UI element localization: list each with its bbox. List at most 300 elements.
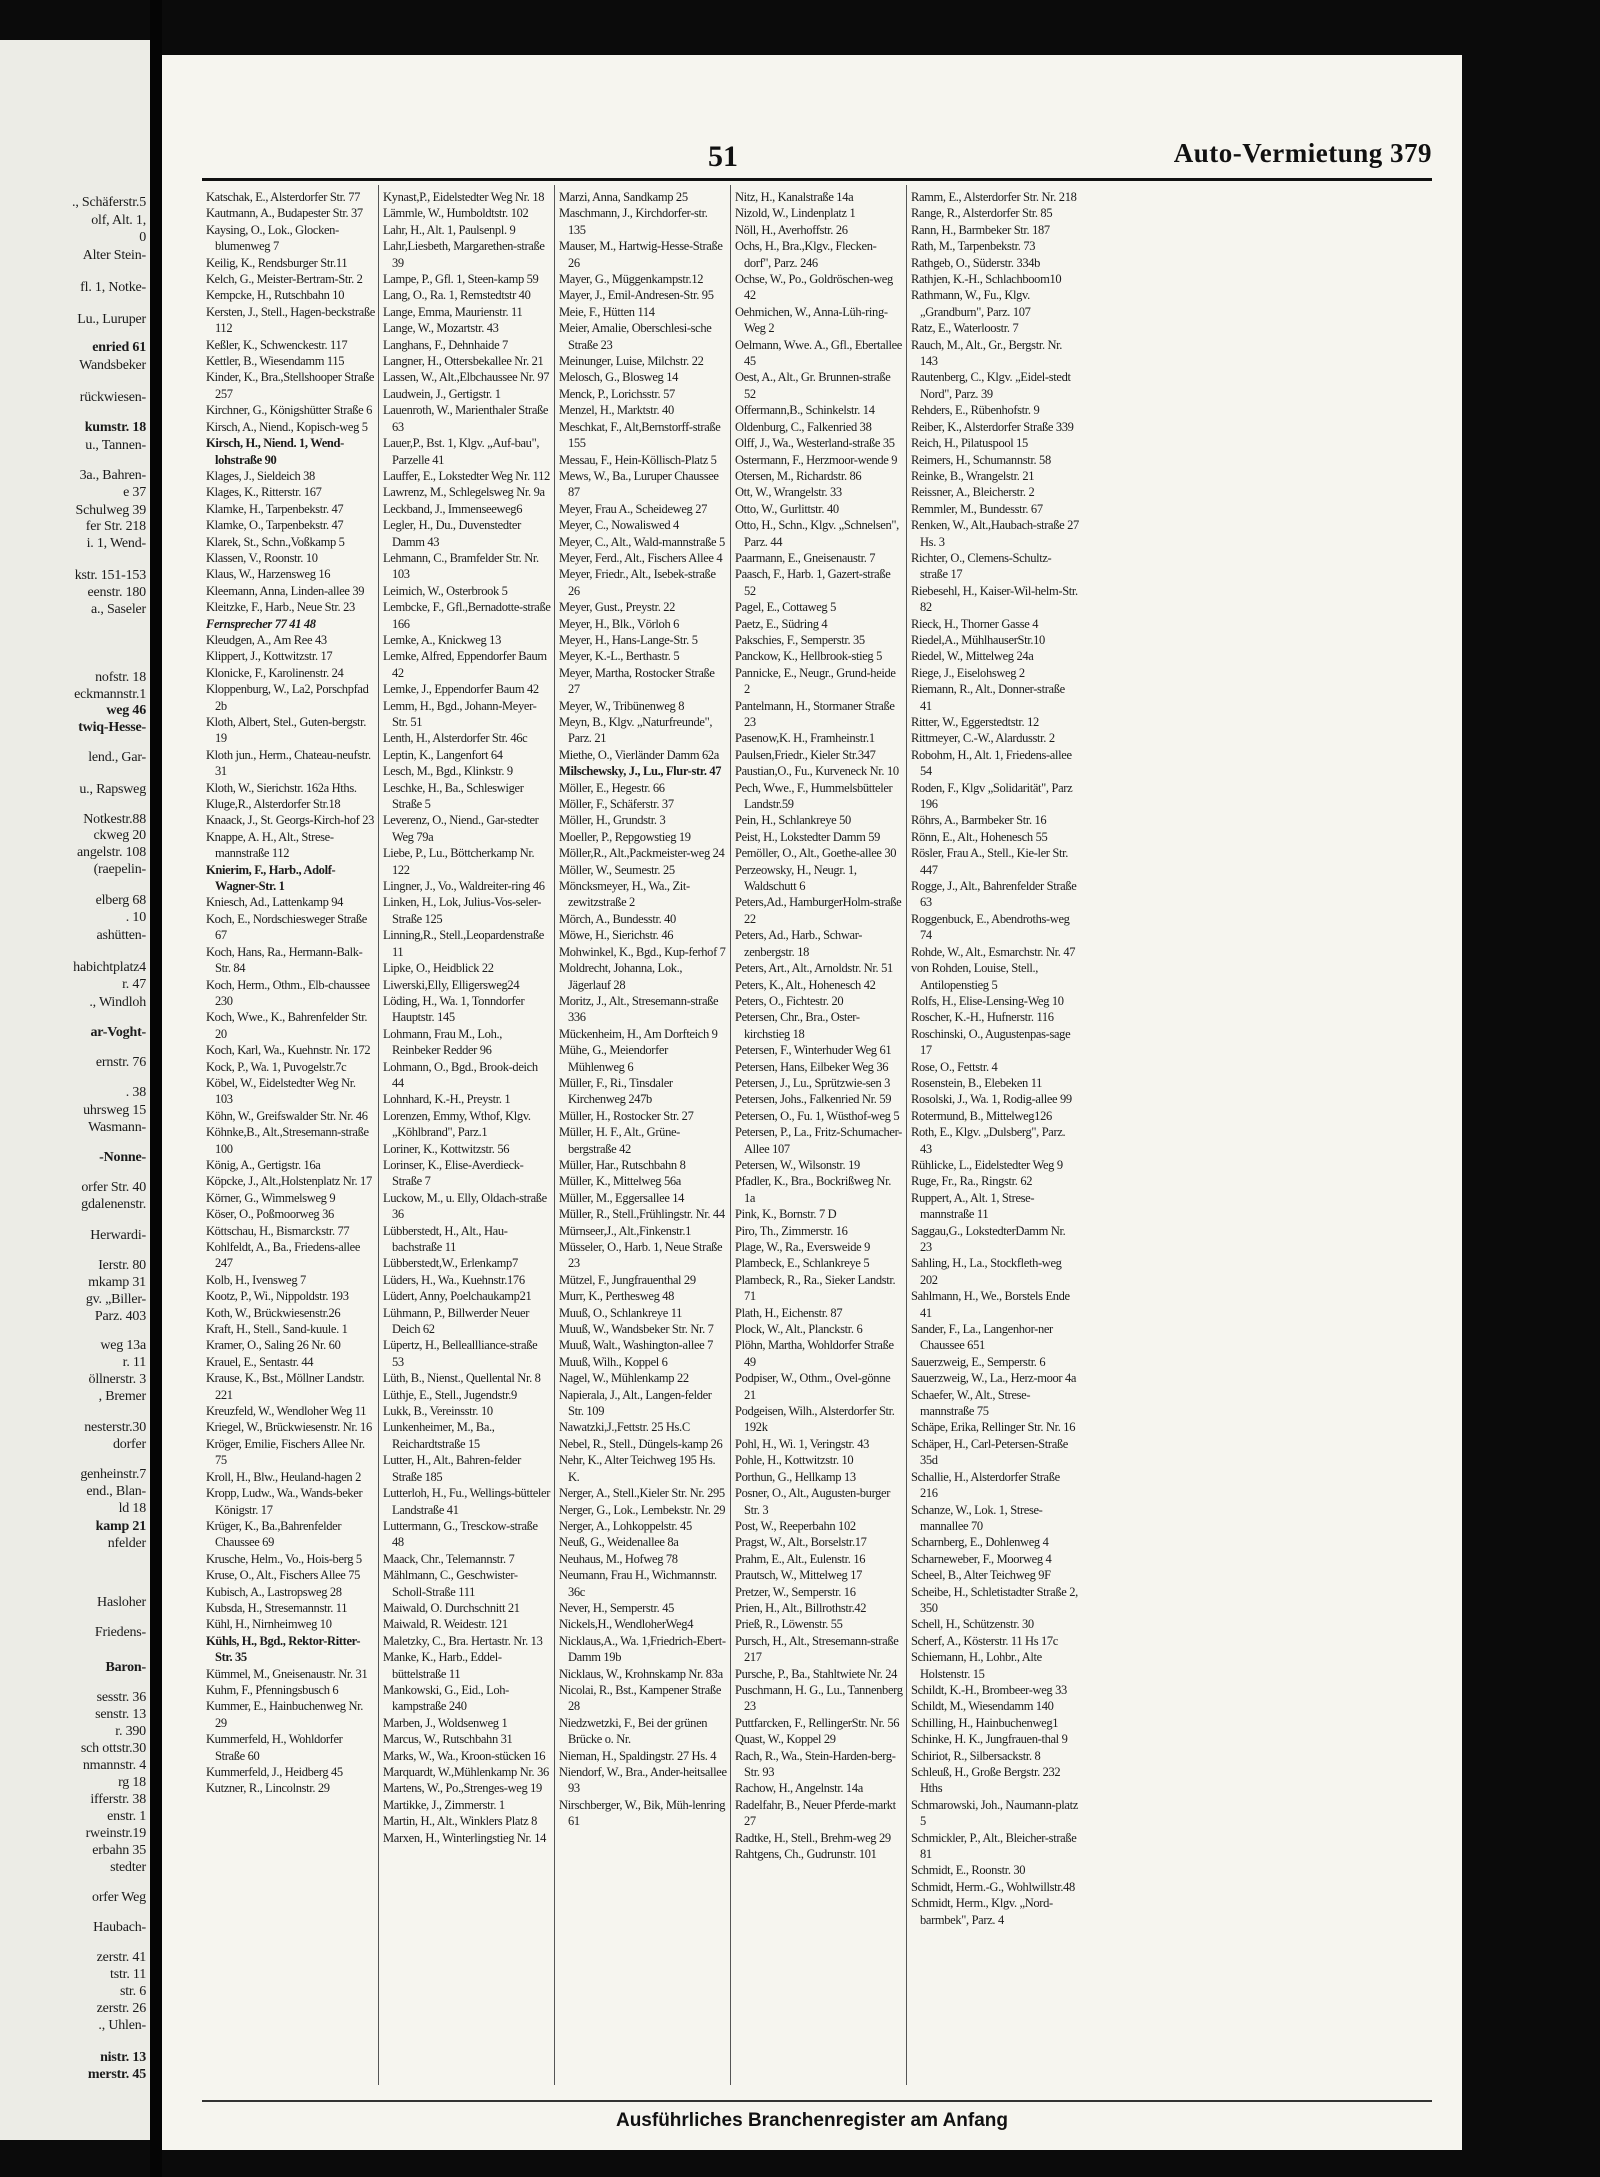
left-page-fragment: nofstr. 18 [95,670,146,685]
left-page-fragment: rückwiesen- [79,390,146,405]
directory-entry: Mankowski, G., Eid., Loh-kampstraße 240 [383,1682,509,1714]
directory-entry: Mückenheim, H., Am Dorfteich 9 [559,1026,718,1041]
directory-entry: Pannicke, E., Neugr., Grund-heide 2 [735,665,896,697]
directory-entry: Podgeisen, Wilh., Alsterdorfer Str. 192k [735,1404,895,1435]
directory-entry: Pakschies, F., Semperstr. 35 [735,632,865,647]
left-page-fragment: olf, Alt. 1, [91,213,146,228]
directory-entry: Lemke, A., Knickweg 13 [383,632,501,647]
directory-entry: Löding, H., Wa. 1, Tonndorfer Hauptstr. 145 [383,993,525,1025]
directory-entry: Lange, Emma, Maurienstr. 11 [383,304,523,319]
directory-entry: Pagel, E., Cottaweg 5 [735,600,836,615]
directory-entry: Krauel, E., Sentastr. 44 [206,1354,314,1369]
left-page-fragment: kamp 21 [95,1519,146,1534]
directory-entry: Milschewsky, J., Lu., Flur-str. 47 [559,764,722,779]
directory-columns [202,185,1434,2085]
directory-entry: Messau, F., Hein-Köllisch-Platz 5 [559,452,717,467]
directory-entry: Moeller, P., Repgowstieg 19 [559,829,691,844]
directory-entry: Ramm, E., Alsterdorfer Str. Nr. 218 [911,190,1077,204]
directory-entry: Nerger, A., Stell.,Kieler Str. Nr. 295 [559,1486,725,1501]
directory-entry: Liebe, P., Lu., Böttcherkamp Nr. 122 [383,846,535,877]
directory-entry: Oldenburg, C., Falkenried 38 [735,419,872,434]
directory-entry: Paasch, F., Harb. 1, Gazert-straße 52 [735,567,891,598]
directory-entry: Kuhm, F., Pfenningsbusch 6 [206,1682,339,1697]
directory-entry: Scherf, A., Kösterstr. 11 Hs 17c [911,1633,1058,1648]
directory-entry: Petersen, Chr., Bra., Oster-kirchstieg 18 [735,1010,860,1041]
directory-entry: Lauffer, E., Lokstedter Weg Nr. 112 [383,468,550,483]
directory-entry: Kloth jun., Herm., Chateau-neufstr. 31 [206,747,371,779]
directory-entry: Kummerfeld, J., Heidberg 45 [206,1765,343,1779]
directory-entry: Lang, O., Ra. 1, Remstedtstr 40 [383,288,531,303]
directory-entry: Kempcke, H., Rutschbahn 10 [206,288,345,303]
directory-entry: Post, W., Reeperbahn 102 [735,1518,856,1533]
directory-entry: Petersen, P., La., Fritz-Schumacher-Allee 107 [735,1125,902,1156]
directory-entry: Leimich, W., Osterbrook 5 [383,583,508,598]
directory-entry: Rohde, W., Alt., Esmarchstr. Nr. 47 [911,944,1076,959]
directory-entry: Nawatzki,J.,Fettstr. 25 Hs.C [559,1420,690,1435]
directory-entry: Nirschberger, W., Bik, Müh-lenring 61 [559,1797,726,1829]
directory-entry: Kümmel, M., Gneisenaustr. Nr. 31 [206,1666,368,1681]
left-page-strip [0,40,150,2140]
directory-entry: Lauer,P., Bst. 1, Klgv. „Auf-bau", Parzelle 41 [383,436,540,467]
directory-entry: Meinunger, Luise, Milchstr. 22 [559,354,704,369]
directory-entry: Plambeck, R., Ra., Sieker Landstr. 71 [735,1272,896,1304]
directory-entry: Möller, W., Seumestr. 25 [559,862,675,877]
left-page-fragment: stedter [110,1860,146,1875]
directory-entry: Lühmann, P., Billwerder Neuer Deich 62 [383,1305,530,1337]
directory-entry: Legler, H., Du., Duvenstedter Damm 43 [383,518,521,549]
directory-entry: Lahr, H., Alt. 1, Paulsenpl. 9 [383,222,516,237]
directory-entry: Koch, Karl, Wa., Kuehnstr. Nr. 172 [206,1043,371,1058]
left-page-fragment: eckmannstr.1 [74,687,146,702]
left-page-fragment: twiq-Hesse- [78,720,146,735]
left-page-fragment: tstr. 11 [110,1967,146,1982]
directory-entry: Otersen, M., Richardstr. 86 [735,468,862,483]
directory-entry: Petersen, J., Lu., Sprützwie-sen 3 [735,1075,891,1090]
directory-entry: Nerger, G., Lok., Lembekstr. Nr. 29 [559,1502,726,1517]
directory-entry: Möller, E., Hegestr. 66 [559,780,665,795]
directory-entry: Meyer, Friedr., Alt., Isebek-straße 26 [559,567,716,598]
directory-entry: Kühls, H., Bgd., Rektor-Ritter-Str. 35 [206,1633,361,1665]
directory-entry: Meyer, Ferd., Alt., Fischers Allee 4 [559,550,723,565]
directory-entry: Koth, W., Brückwiesenstr.26 [206,1305,341,1320]
directory-entry: Lassen, W., Alt.,Elbchaussee Nr. 97 [383,370,550,385]
directory-entry: Maack, Chr., Telemannstr. 7 [383,1551,515,1566]
directory-entry: Maschmann, J., Kirchdorfer-str. 135 [559,206,708,237]
directory-entry: Knaack, J., St. Georgs-Kirch-hof 23 [206,813,375,828]
directory-entry: Kirsch, H., Niend. 1, Wend-lohstraße 90 [206,436,344,467]
directory-entry: Rann, H., Barmbeker Str. 187 [911,222,1050,237]
directory-entry: Mauser, M., Hartwig-Hesse-Straße 26 [559,239,723,270]
directory-entry: Schleuß, H., Große Bergstr. 232 Hths [911,1765,1061,1796]
directory-entry: Kettler, B., Wiesendamm 115 [206,354,345,369]
directory-entry: Müller, Har., Rutschbahn 8 [559,1157,686,1172]
directory-entry: Möncksmeyer, H., Wa., Zit-zewitzstraße 2 [559,879,690,910]
directory-entry: Riebesehl, H., Kaiser-Wil-helm-Str. 82 [911,583,1078,615]
directory-entry: Pohle, H., Kottwitzstr. 10 [735,1453,854,1468]
directory-entry: Schäper, H., Carl-Petersen-Straße 35d [911,1436,1068,1468]
directory-entry: Reissner, A., Bleicherstr. 2 [911,485,1035,500]
directory-entry: Müller, H. F., Alt., Grüne-bergstraße 42 [559,1125,680,1156]
directory-entry: Schinke, H. K., Jungfrauen-thal 9 [911,1732,1068,1747]
directory-entry: Müller, H., Rostocker Str. 27 [559,1108,694,1123]
directory-entry: Rach, R., Wa., Stein-Harden-berg-Str. 93 [735,1748,896,1779]
directory-entry: Mühe, G., Meiendorfer Mühlenweg 6 [559,1043,668,1074]
directory-entry: Plock, W., Alt., Planckstr. 6 [735,1322,863,1337]
directory-entry: Kramer, O., Saling 26 Nr. 60 [206,1338,341,1353]
directory-entry: Kohlfeldt, A., Ba., Friedens-allee 247 [206,1240,361,1271]
directory-entry: Paarmann, E., Gneisenaustr. 7 [735,550,876,565]
directory-entry: Miethe, O., Vierländer Damm 62a [559,747,719,762]
directory-entry: Klassen, V., Roonstr. 10 [206,550,318,565]
directory-entry: Meyer, K.-L., Berthastr. 5 [559,649,680,664]
directory-entry: Lohmann, O., Bgd., Brook-deich 44 [383,1059,538,1090]
directory-entry: Nehr, K., Alter Teichweg 195 Hs. K. [559,1453,716,1484]
directory-entry: Kriegel, W., Brückwiesenstr. Nr. 16 [206,1420,372,1435]
directory-entry: Rathgeb, O., Süderstr. 334b [911,255,1041,270]
directory-entry: Pantelmann, H., Stormaner Straße 23 [735,698,895,729]
directory-entry: Schiriot, R., Silbersackstr. 8 [911,1748,1041,1763]
directory-entry: Müller, K., Mittelweg 56a [559,1174,681,1189]
right-margin [1462,0,1600,2177]
directory-entry: Petersen, O., Fu. 1, Wüsthof-weg 5 [735,1108,900,1123]
directory-entry: Napierala, J., Alt., Langen-felder Str. 109 [559,1387,712,1419]
directory-entry: Meyer, C., Alt., Wald-mannstraße 5 [559,534,725,549]
directory-entry: Lemke, J., Eppendorfer Baum 42 [383,682,539,697]
left-page-fragment: u., Rapsweg [79,782,146,797]
directory-entry: Reinke, B., Wrangelstr. 21 [911,468,1035,483]
directory-entry: Peters,Ad., HamburgerHolm-straße 22 [735,895,902,926]
directory-entry: Lemke, Alfred, Eppendorfer Baum 42 [383,649,547,680]
directory-entry: Meier, Amalie, Oberschlesi-sche Straße 23 [559,321,712,352]
directory-entry: Moritz, J., Alt., Stresemann-straße 336 [559,993,719,1025]
directory-entry: Kloth, W., Sierichstr. 162a Hths. [206,780,357,795]
directory-entry: Kutzner, R., Lincolnstr. 29 [206,1781,330,1796]
directory-entry: Rieck, H., Thorner Gasse 4 [911,616,1039,631]
directory-entry: Renken, W., Alt.,Haubach-straße 27 Hs. 3 [911,518,1079,549]
directory-entry: Klippert, J., Kottwitzstr. 17 [206,649,333,664]
directory-entry: Muuß, O., Schlankreye 11 [559,1305,683,1320]
directory-entry: Nitz, H., Kanalstraße 14a [735,190,854,204]
directory-entry: Lübberstedt,W., Erlenkamp7 [383,1256,518,1271]
directory-entry: Klarek, St., Schn.,Voßkamp 5 [206,534,345,549]
directory-entry: Kleemann, Anna, Linden-allee 39 [206,583,365,598]
directory-entry: Martens, W., Po.,Strenges-weg 19 [383,1781,542,1796]
directory-entry: Ott, W., Wrangelstr. 33 [735,485,842,500]
directory-entry: Peist, H., Lokstedter Damm 59 [735,829,881,844]
left-page-fragment: r. 390 [115,1724,146,1739]
directory-entry: Kubisch, A., Lastropsweg 28 [206,1584,342,1599]
left-page-fragment: -Nonne- [99,1150,146,1165]
directory-entry: Perzeowsky, H., Neugr. 1, Waldschutt 6 [735,862,857,894]
left-page-fragment: r. 47 [122,977,146,992]
directory-entry: Katschak, E., Alsterdorfer Str. 77 [206,190,361,204]
directory-entry: Paetz, E., Südring 4 [735,616,828,631]
directory-entry: Krause, K., Bst., Möllner Landstr. 221 [206,1371,365,1402]
directory-entry: Maiwald, R. Weidestr. 121 [383,1617,508,1632]
left-page-fragment: sch ottstr.30 [80,1741,146,1756]
directory-entry: Roden, F., Klgv „Solidarität", Parz 196 [911,780,1073,812]
left-page-fragment: ashütten- [96,928,146,943]
left-page-fragment: orfer Weg [92,1890,146,1905]
directory-entry: Martin, H., Alt., Winklers Platz 8 [383,1814,538,1829]
directory-entry: Schmidt, Herm., Klgv. „Nord-barmbek", Parz. 4 [911,1896,1053,1927]
left-page-fragment: elberg 68 [95,893,146,908]
directory-entry: Meyer, Gust., Preystr. 22 [559,600,676,615]
directory-entry: Ruge, Fr., Ra., Ringstr. 62 [911,1174,1033,1189]
left-page-fragment: uhrsweg 15 [83,1103,146,1118]
directory-entry: Rösler, Frau A., Stell., Kie-ler Str. 447 [911,846,1069,877]
directory-entry: Peters, K., Alt., Hohenesch 42 [735,977,876,992]
directory-entry: Robohm, H., Alt. 1, Friedens-allee 54 [911,747,1072,779]
directory-entry: Petersen, Hans, Eilbeker Weg 36 [735,1059,889,1074]
directory-entry: Linken, H., Lok, Julius-Vos-seler-Straße 125 [383,895,542,926]
directory-entry: Lingner, J., Vo., Waldreiter-ring 46 [383,879,545,894]
directory-entry: Plage, W., Ra., Eversweide 9 [735,1240,870,1254]
directory-entry: Nizold, W., Lindenplatz 1 [735,206,856,221]
left-page-fragment: kstr. 151-153 [74,568,146,583]
left-page-fragment: ., Windloh [89,995,146,1010]
directory-entry: Muuß, Walt., Washington-allee 7 [559,1338,714,1353]
left-page-fragment: ckweg 20 [93,828,146,843]
directory-entry: Rathmann, W., Fu., Klgv. „Grandburn", Parz. 107 [911,288,1031,319]
directory-entry: Krusche, Helm., Vo., Hois-berg 5 [206,1551,362,1566]
directory-entry: Leptin, K., Langenfort 64 [383,747,503,762]
directory-entry: Körner, G., Wimmelsweg 9 [206,1190,336,1205]
left-page-fragment: zerstr. 26 [96,2001,146,2016]
directory-entry: Röhrs, A., Barmbeker Str. 16 [911,813,1047,828]
directory-entry: Möller, F., Schäferstr. 37 [559,797,674,812]
directory-entry: Lohmann, Frau M., Loh., Reinbeker Redder 96 [383,1026,503,1058]
directory-entry: Koch, Wwe., K., Bahrenfelder Str. 20 [206,1010,368,1041]
directory-entry: Offermann,B., Schinkelstr. 14 [735,403,875,418]
directory-entry: Manke, K., Harb., Eddel-büttelstraße 11 [383,1650,502,1681]
directory-entry: Köhnke,B., Alt.,Stresemann-straße 100 [206,1125,369,1156]
directory-entry: Range, R., Alsterdorfer Str. 85 [911,206,1053,221]
directory-entry: Kroll, H., Blw., Heuland-hagen 2 [206,1469,361,1484]
directory-entry: Olff, J., Wa., Westerland-straße 35 [735,436,895,451]
directory-entry: Kröger, Emilie, Fischers Allee Nr. 75 [206,1436,365,1468]
left-page-fragment: Lu., Luruper [77,312,146,327]
left-page-fragment: Schulweg 39 [75,503,146,518]
directory-entry: Klamke, H., Tarpenbekstr. 47 [206,501,344,516]
left-page-fragment: Haubach- [93,1920,146,1935]
directory-entry: Kummer, E., Hainbuchenweg Nr. 29 [206,1699,364,1730]
directory-entry: Rittmeyer, C.-W., Alardusstr. 2 [911,731,1055,746]
directory-entry: Kummerfeld, H., Wohldorfer Straße 60 [206,1732,343,1763]
left-page-fragment: Alter Stein- [82,248,146,263]
directory-entry: Oehmichen, W., Anna-Lüh-ring-Weg 2 [735,304,888,336]
directory-entry: Niedzwetzki, F., Bei der grünen Brücke o. Nr. [559,1715,708,1747]
left-page-fragment: nmannstr. 4 [82,1758,146,1773]
directory-entry: Murr, K., Perthesweg 48 [559,1289,675,1304]
left-page-fragment: habichtplatz4 [73,960,146,975]
directory-entry: Roschinski, O., Augustenpas-sage 17 [911,1026,1071,1058]
directory-entry: Sahlmann, H., We., Borstels Ende 41 [911,1289,1070,1320]
directory-entry: Melosch, G., Blosweg 14 [559,370,679,385]
directory-entry: Loriner, K., Kottwitzstr. 56 [383,1141,510,1156]
directory-entry: Moldrecht, Johanna, Lok., Jägerlauf 28 [559,961,683,992]
directory-entry: Leckband, J., Immenseeweg6 [383,501,523,516]
left-page-fragment: dorfer [112,1437,146,1452]
left-page-fragment: öllnerstr. 3 [88,1372,146,1387]
directory-entry: Prien, H., Alt., Billrothstr.42 [735,1600,867,1615]
directory-entry: Otto, W., Gurlittstr. 40 [735,501,839,516]
directory-entry: Kruse, O., Alt., Fischers Allee 75 [206,1568,361,1583]
directory-entry: Linning,R., Stell.,Leopardenstraße 11 [383,928,544,959]
directory-entry: Nieman, H., Spaldingstr. 27 Hs. 4 [559,1748,717,1763]
directory-entry: Rath, M., Tarpenbekstr. 73 [911,239,1036,254]
directory-entry: Posner, O., Alt., Augusten-burger Str. 3 [735,1486,891,1517]
directory-entry: Plambeck, E., Schlankreye 5 [735,1256,870,1271]
left-page-fragment: a., Saseler [91,602,146,617]
directory-entry: Ritter, W., Eggerstedtstr. 12 [911,715,1039,729]
directory-entry: Maletzky, C., Bra. Hertastr. Nr. 13 [383,1633,543,1648]
left-page-fragment: fer Str. 218 [85,519,146,534]
header-rule [202,178,1432,181]
left-page-fragment: sesstr. 36 [96,1690,146,1705]
left-page-fragment: Notkestr.88 [83,812,146,827]
directory-entry: Kniesch, Ad., Lattenkamp 94 [206,895,344,910]
directory-entry: Mörch, A., Bundesstr. 40 [559,911,676,926]
directory-entry: Köttschau, H., Bismarckstr. 77 [206,1223,350,1238]
directory-entry: Neuhaus, M., Hofweg 78 [559,1551,678,1566]
directory-entry: Kootz, P., Wi., Nippoldstr. 193 [206,1289,349,1304]
directory-entry: Petersen, W., Wilsonstr. 19 [735,1157,860,1172]
directory-entry: Meie, F., Hütten 114 [559,304,655,319]
left-page-fragment: Wasmann- [88,1120,146,1135]
directory-entry: Scheibe, H., Schletistadter Straße 2, 350 [911,1584,1078,1615]
directory-entry: Ratz, E., Waterloostr. 7 [911,321,1019,336]
directory-entry: Leschke, H., Ba., Schleswiger Straße 5 [383,780,524,812]
directory-entry: Meyn, B., Klgv. „Naturfreunde", Parz. 21 [559,715,713,746]
directory-entry: Never, H., Semperstr. 45 [559,1600,675,1615]
directory-entry: Neumann, Frau H., Wichmannstr. 36c [559,1568,717,1599]
directory-entry: Schildt, M., Wiesendamm 140 [911,1699,1054,1714]
left-page-fragment: zerstr. 41 [96,1950,146,1965]
directory-entry: Luckow, M., u. Elly, Oldach-straße 36 [383,1190,547,1222]
directory-entry: Marxen, H., Winterlingstieg Nr. 14 [383,1830,547,1845]
left-page-fragment: lend., Gar- [88,750,146,765]
directory-entry: Marzi, Anna, Sandkamp 25 [559,190,688,204]
directory-entry: Liwerski,Elly, Elligersweg24 [383,977,520,992]
directory-entry: Neuß, G., Weidenallee 8a [559,1535,679,1550]
section-title: Auto-Vermietung 379 [1173,138,1432,168]
directory-entry: Klaus, W., Harzensweg 16 [206,567,331,582]
directory-entry: Reich, H., Pilatuspool 15 [911,436,1028,451]
directory-entry: Rathjen, K.-H., Schlachboom10 [911,272,1062,287]
left-page-fragment: ifferstr. 38 [90,1792,146,1807]
left-page-fragment: end., Blan- [86,1484,146,1499]
directory-entry: Köbel, W., Eidelstedter Weg Nr. 103 [206,1075,356,1107]
directory-entry: Koch, E., Nordschiesweger Straße 67 [206,911,367,943]
directory-entry: Lehmann, C., Bramfelder Str. Nr. 103 [383,550,539,582]
directory-entry: Lorenzen, Emmy, Wthof, Klgv. „Köhlbrand", Parz.1 [383,1108,531,1140]
left-page-fragment: weg 13a [100,1338,146,1353]
directory-entry: Paustian,O., Fu., Kurveneck Nr. 10 [735,764,899,779]
directory-entry: Ruppert, A., Alt. 1, Strese-mannstraße 11 [911,1190,1035,1222]
directory-entry: Scheel, B., Alter Teichweg 9F [911,1568,1051,1583]
directory-entry: Koch, Hans, Ra., Hermann-Balk-Str. 84 [206,944,363,976]
directory-entry: Peters, O., Fichtestr. 20 [735,993,844,1008]
column-1 [202,185,378,2085]
directory-entry: Meyer, W., Tribünenweg 8 [559,698,685,713]
directory-entry: Rachow, H., Angelnstr. 14a [735,1781,863,1796]
directory-entry: Mählmann, C., Geschwister-Scholl-Straße 111 [383,1568,518,1599]
directory-entry: Schmidt, E., Roonstr. 30 [911,1863,1026,1878]
directory-entry: Nöll, H., Averhoffstr. 26 [735,222,848,237]
directory-entry: Nicklaus, W., Krohnskamp Nr. 83a [559,1666,723,1681]
directory-entry: Sauerzweig, E., Semperstr. 6 [911,1354,1046,1369]
directory-entry: Pech, Wwe., F., Hummelsbütteler Landstr.59 [735,780,893,812]
left-page-fragment: merstr. 45 [87,2067,146,2082]
directory-entry: Roggenbuck, E., Abendroths-weg 74 [911,911,1070,943]
column-2 [378,185,554,2085]
directory-entry: Kubsda, H., Stresemannstr. 11 [206,1600,348,1615]
directory-entry: Lauenroth, W., Marienthaler Straße 63 [383,403,549,434]
left-page-fragment: Baron- [105,1660,146,1675]
directory-entry: Nebel, R., Stell., Düngels-kamp 26 [559,1436,723,1451]
directory-entry: Radtke, H., Stell., Brehm-weg 29 [735,1830,891,1845]
left-page-fragment: enstr. 1 [107,1809,146,1824]
directory-entry: Marquardt, W.,Mühlenkamp Nr. 36 [383,1765,549,1779]
directory-entry: Schanze, W., Lok. 1, Strese-mannallee 70 [911,1502,1043,1533]
directory-entry: Keilig, K., Rendsburger Str.11 [206,255,348,270]
directory-entry: Rauch, M., Alt., Gr., Bergstr. Nr. 143 [911,337,1063,369]
directory-entry: Koch, Herm., Othm., Elb-chaussee 230 [206,977,370,1008]
directory-entry: Schmickler, P., Alt., Bleicher-straße 81 [911,1830,1077,1862]
left-page-fragment: , Bremer [98,1389,146,1404]
column-3 [554,185,730,2085]
directory-entry: Kloppenburg, W., La2, Porschpfad 2b [206,682,369,713]
directory-entry: Rehders, E., Rübenhofstr. 9 [911,403,1040,418]
directory-entry: Schäpe, Erika, Rellinger Str. Nr. 16 [911,1420,1076,1435]
directory-entry: Menzel, H., Marktstr. 40 [559,403,674,418]
left-page-fragment: Wandsbeker [79,358,146,373]
directory-entry: Ochse, W., Po., Goldröschen-weg 42 [735,272,893,303]
directory-entry: Müller, F., Ri., Tinsdaler Kirchenweg 247b [559,1075,673,1107]
left-page-fragment: ernstr. 76 [95,1055,146,1070]
directory-entry: von Rohden, Louise, Stell., Antilopenstieg 5 [911,961,1039,992]
directory-entry: Plath, H., Eichenstr. 87 [735,1305,843,1320]
directory-entry: Podpiser, W., Othm., Ovel-gönne 21 [735,1371,891,1402]
directory-entry: Lämmle, W., Humboldtstr. 102 [383,206,529,221]
directory-entry: Kaysing, O., Lok., Glocken-blumenweg 7 [206,222,339,254]
directory-entry: Müller, R., Stell.,Frühlingstr. Nr. 44 [559,1207,725,1222]
directory-entry: Möller, H., Grundstr. 3 [559,813,666,828]
directory-entry: Marks, W., Wa., Kroon-stücken 16 [383,1748,546,1763]
directory-entry: Rosolski, J., Wa. 1, Rodig-allee 99 [911,1092,1072,1107]
directory-entry: Langner, H., Ottersbekallee Nr. 21 [383,354,544,369]
directory-entry: Maiwald, O. Durchschnitt 21 [383,1600,520,1615]
column-5 [906,185,1082,2085]
directory-entry: Ostermann, F., Herzmoor-wende 9 [735,452,898,467]
directory-entry: Möwe, H., Sierichstr. 46 [559,928,674,943]
directory-entry: Lüth, B., Nienst., Quellental Nr. 8 [383,1371,541,1386]
directory-entry: Ochs, H., Bra.,Klgv., Flecken-dorf", Parz. 246 [735,239,877,270]
directory-entry: Knappe, A. H., Alt., Strese-mannstraße 112 [206,829,334,861]
left-page-fragment: nesterstr.30 [84,1420,146,1435]
directory-entry: Schildt, K.-H., Brombeer-weg 33 [911,1682,1067,1697]
directory-entry: Lutterloh, H., Fu., Wellings-bütteler Landstraße 41 [383,1486,551,1517]
directory-entry: Nagel, W., Mühlenkamp 22 [559,1371,689,1386]
directory-entry: Lahr,Liesbeth, Margarethen-straße 39 [383,239,545,270]
directory-entry: Puschmann, H. G., Lu., Tannenberg 23 [735,1682,903,1714]
directory-entry: Nerger, A., Lohkoppelstr. 45 [559,1518,692,1533]
directory-entry: Muuß, W., Wandsbeker Str. Nr. 7 [559,1322,714,1337]
directory-entry: Lesch, M., Bgd., Klinkstr. 9 [383,764,513,779]
left-page-fragment: gdalenenstr. [81,1197,146,1212]
left-page-fragment: fl. 1, Notke- [80,280,146,295]
